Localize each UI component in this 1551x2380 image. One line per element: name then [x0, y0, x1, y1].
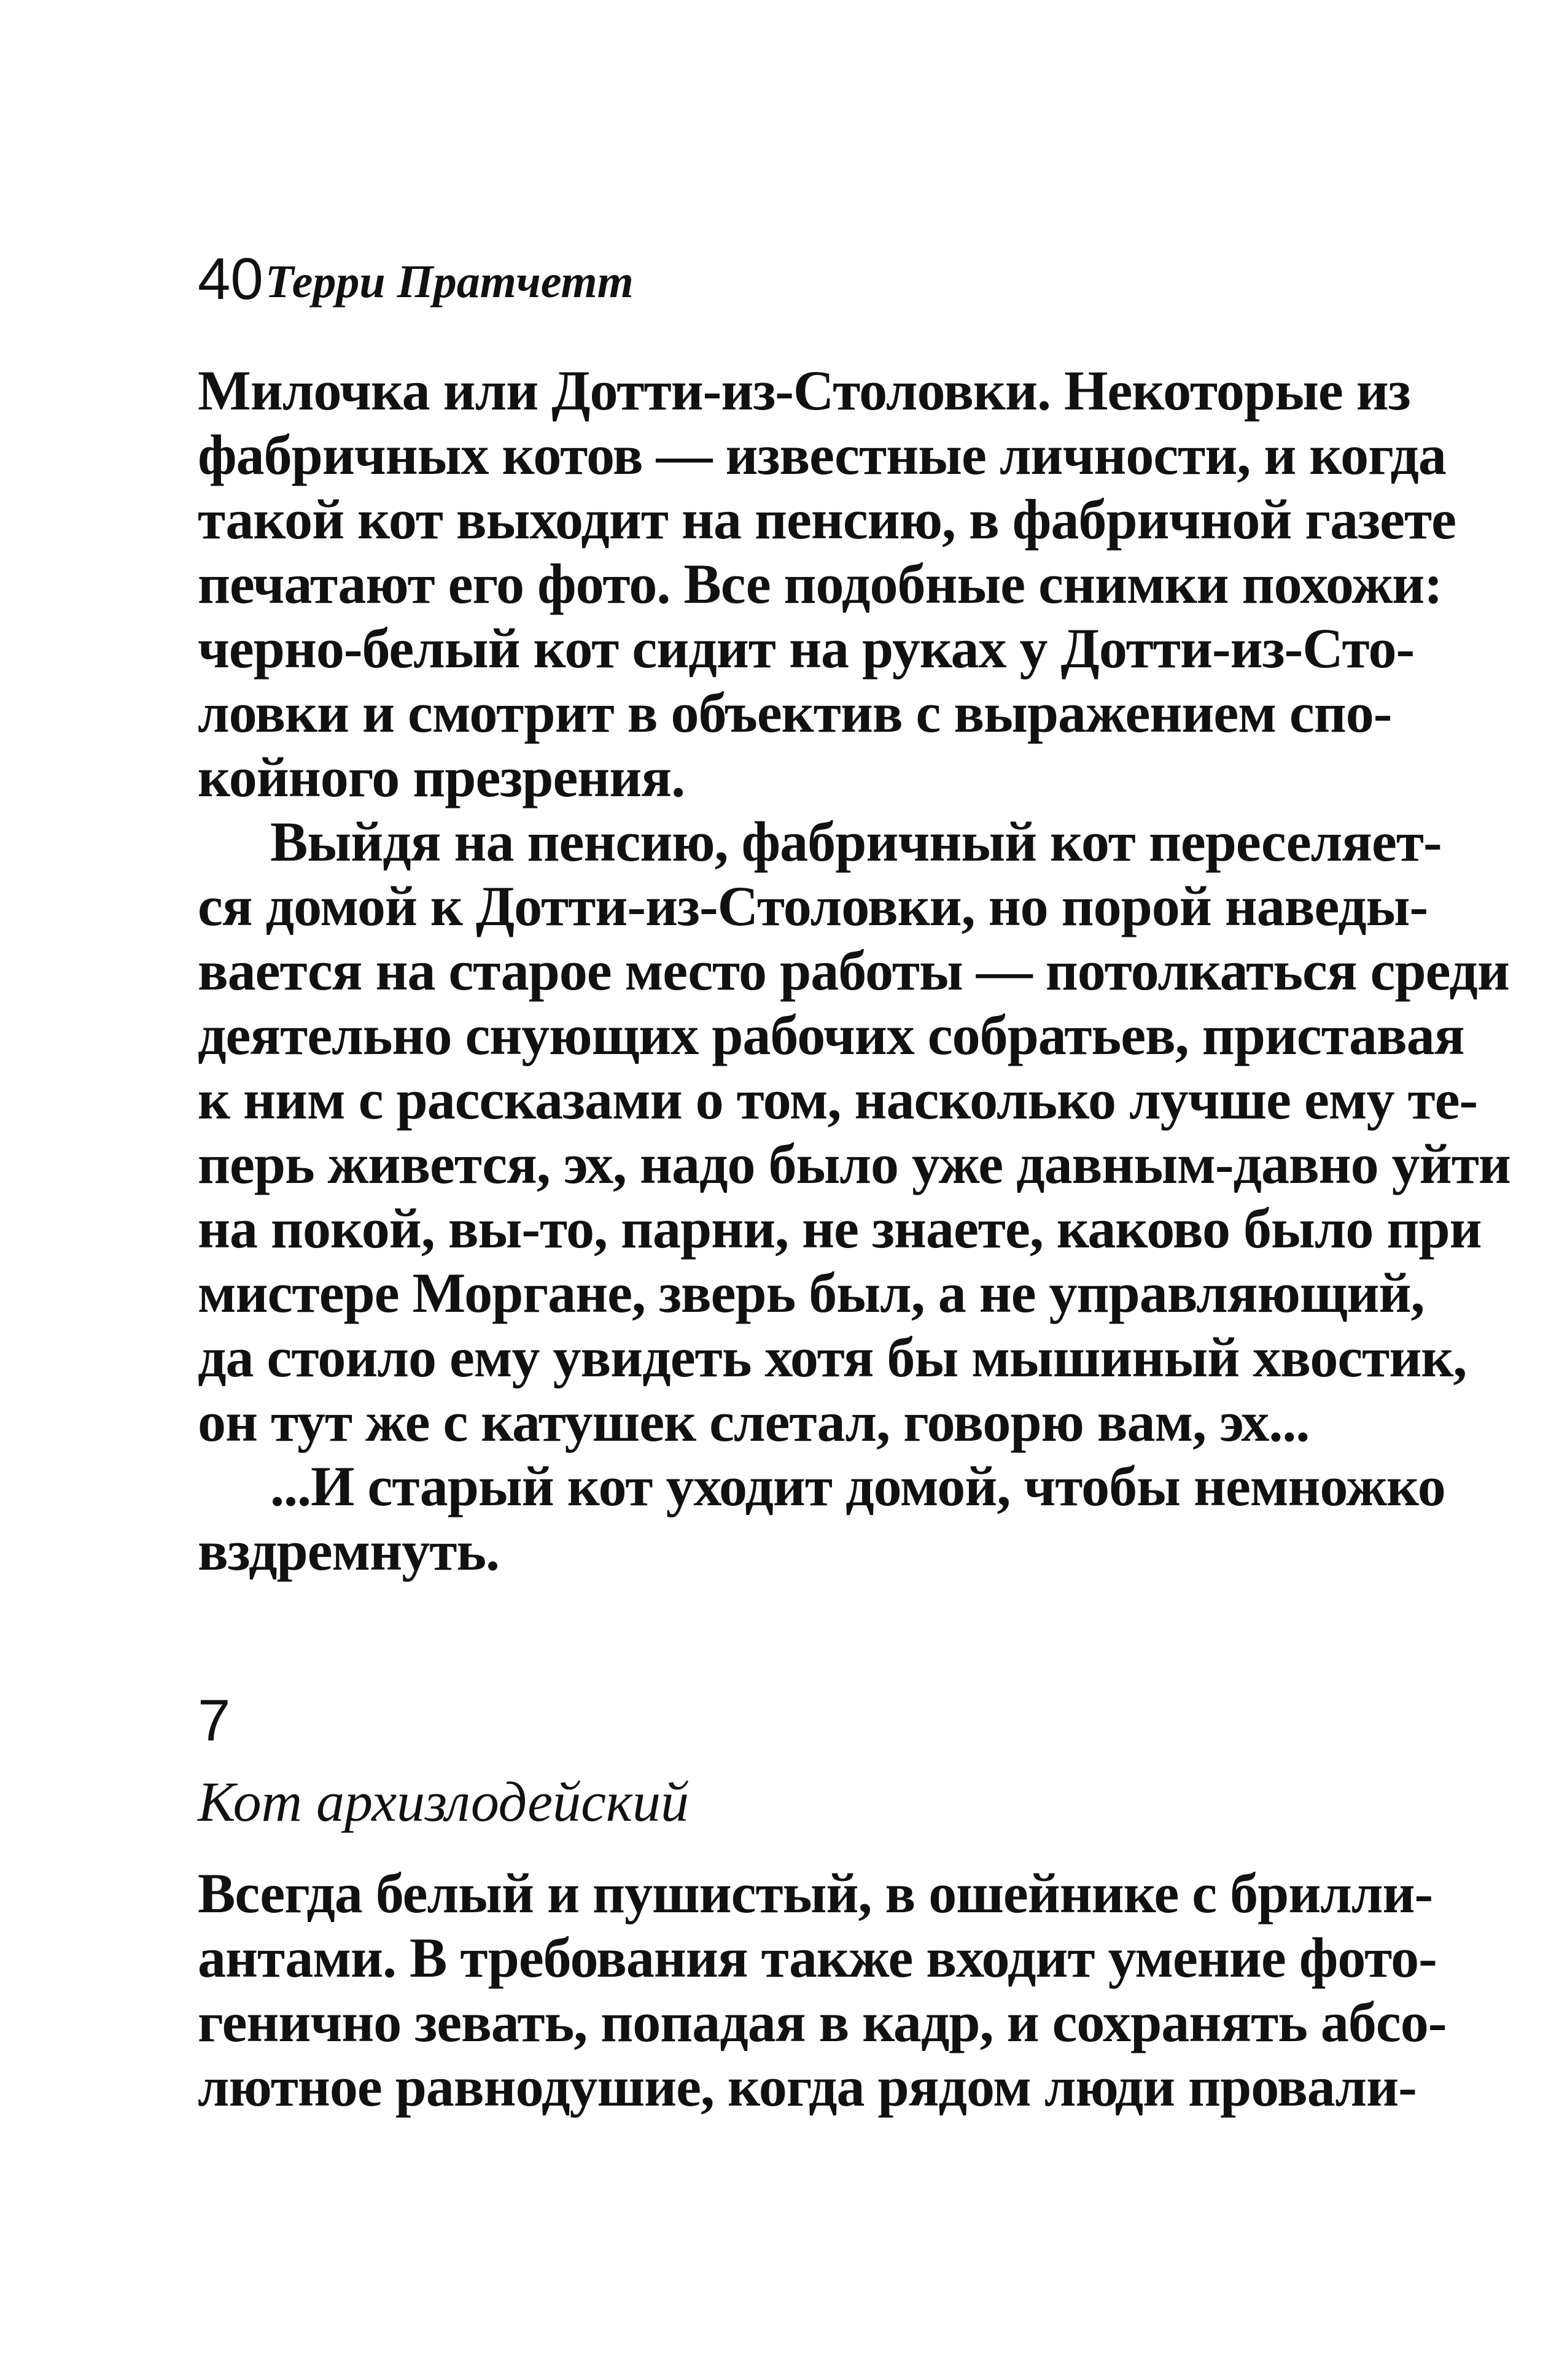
text-line: фабричных котов — известные личности, и когда: [198, 424, 1446, 486]
text-line: ...И старый кот уходит домой, чтобы немножко: [270, 1455, 1445, 1518]
text-line: мистере Моргане, зверь был, а не управляющий,: [198, 1262, 1425, 1324]
text-line: к ним с рассказами о том, насколько лучше ему те-: [198, 1068, 1478, 1131]
text-line: Выйдя на пенсию, фабричный кот переселяет-: [270, 810, 1442, 873]
text-line: да стоило ему увидеть хотя бы мышиный хвостик,: [198, 1326, 1467, 1389]
text-line: вается на старое место работы — потолкаться среди: [198, 939, 1509, 1002]
text-line: антами. В требования также входит умение фото-: [198, 1926, 1437, 1989]
text-line: вздремнуть.: [198, 1519, 500, 1582]
text-line: перь живется, эх, надо было уже давным-давно уйти: [198, 1133, 1510, 1195]
text-line: он тут же с катушек слетал, говорю вам, эх...: [198, 1390, 1310, 1453]
text-line: Милочка или Дотти-из-Столовки. Некоторые из: [198, 359, 1410, 422]
text-line: такой кот выходит на пенсию, в фабричной газете: [198, 488, 1456, 551]
page-number: 40: [198, 246, 263, 312]
text-line: деятельно снующих рабочих собратьев, приставая: [198, 1004, 1464, 1066]
running-head-author: Терри Пратчетт: [265, 256, 634, 308]
text-line: лютное равнодушие, когда рядом люди провали-: [198, 2055, 1417, 2118]
chapter-title: Кот архизлодейский: [198, 1770, 690, 1833]
text-line: печатают его фото. Все подобные снимки похожи:: [198, 552, 1442, 615]
text-line: койного презрения.: [198, 746, 685, 808]
text-line: генично зевать, попадая в кадр, и сохранять абсо-: [198, 1991, 1447, 2053]
chapter-number: 7: [198, 1688, 231, 1753]
text-line: ся домой к Дотти-из-Столовки, но порой наведы-: [198, 875, 1428, 937]
text-line: черно-белый кот сидит на руках у Дотти-из-Сто-: [198, 617, 1415, 680]
text-line: ловки и смотрит в объектив с выражением спо-: [198, 681, 1392, 744]
text-line: на покой, вы-то, парни, не знаете, каково было при: [198, 1197, 1482, 1260]
text-line: Всегда белый и пушистый, в ошейнике с брилли-: [198, 1862, 1433, 1925]
